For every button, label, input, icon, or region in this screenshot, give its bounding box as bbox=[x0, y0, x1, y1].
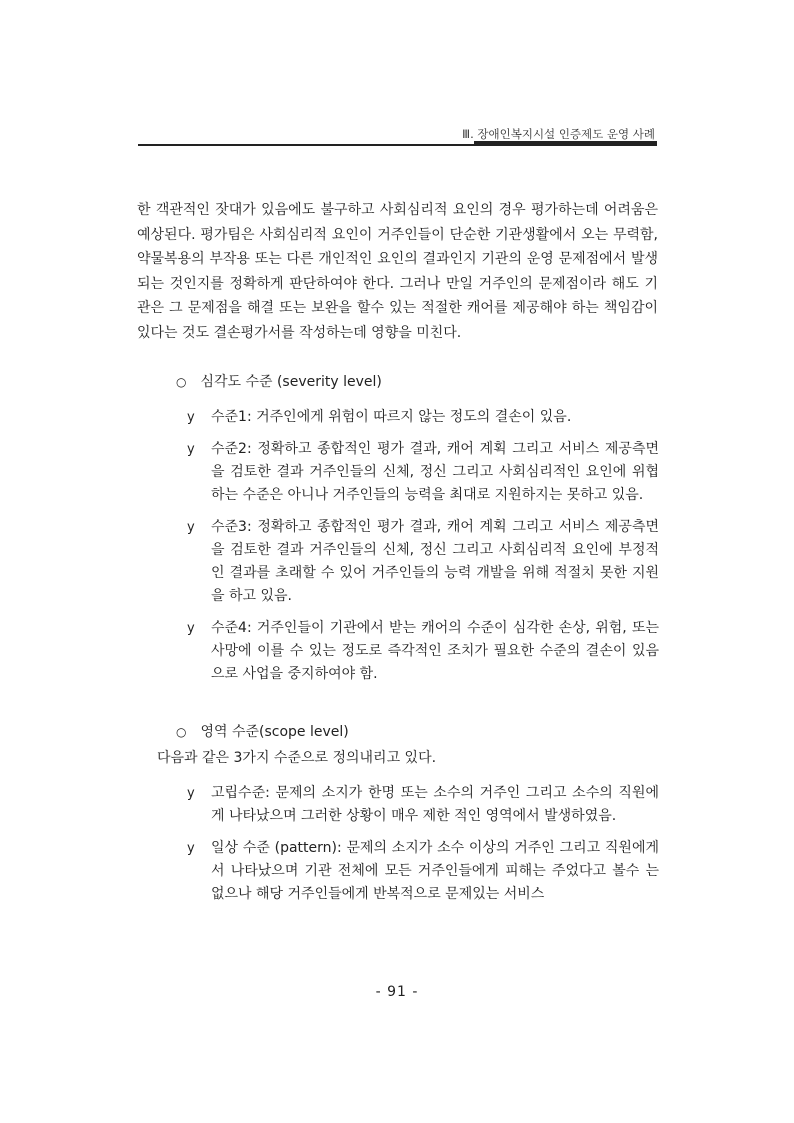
circle-bullet-icon: ○ bbox=[176, 375, 187, 389]
list-item-text: 수준2: 정확하고 종합적인 평가 결과, 캐어 계획 그리고 서비스 제공측면을 검토한 결과 거주인들의 신체, 정신 그리고 사회심리적인 요인에 위협하는 수준은 아니나 거주인들의 능력을 최대로 지원하지는 못하고 있음. bbox=[211, 441, 659, 503]
list-item-text: 고립수준: 문제의 소지가 한명 또는 소수의 거주인 그리고 소수의 직원에게 나타났으며 그러한 상황이 매우 제한 적인 영역에서 발생하였음. bbox=[211, 785, 659, 824]
list-item bbox=[187, 837, 659, 906]
bullet-icon: y bbox=[187, 621, 195, 636]
list-item-text: 수준3: 정확하고 종합적인 평가 결과, 캐어 계획 그리고 서비스 제공측면을 검토한 결과 거주인들의 신체, 정신 그리고 사회심리적 요인에 부정적인 결과를 초래할 수 있어 거주인들의 능력 개발을 위해 적절치 못한 지원을 하고 있음. bbox=[211, 519, 659, 604]
bullet-icon: y bbox=[187, 786, 195, 801]
severity-level-list bbox=[187, 406, 659, 695]
header-rule bbox=[138, 144, 657, 146]
section-heading-severity bbox=[176, 371, 382, 391]
scope-level-list bbox=[187, 782, 659, 915]
bullet-icon: y bbox=[187, 410, 195, 425]
section-intro: 다음과 같은 3가지 수준으로 정의내리고 있다. bbox=[157, 750, 437, 766]
running-header-title: Ⅲ. 장애인복지시설 인증제도 운영 사례 bbox=[462, 127, 655, 141]
section-title: 심각도 수준 (severity level) bbox=[200, 374, 382, 390]
list-item-text: 수준4: 거주인들이 기관에서 받는 캐어의 수준이 심각한 손상, 위험, 또는 사망에 이를 수 있는 정도로 즉각적인 조치가 필요한 수준의 결손이 있음으로 사업을 중지하여야 함. bbox=[211, 620, 659, 682]
circle-bullet-icon: ○ bbox=[176, 725, 187, 739]
section-title: 영역 수준(scope level) bbox=[200, 724, 349, 740]
bullet-icon: y bbox=[187, 520, 195, 535]
body-paragraph: 한 객관적인 잣대가 있음에도 불구하고 사회심리적 요인의 경우 평가하는데 어려움은 예상된다. 평가팀은 사회심리적 요인이 거주인들이 단순한 기관생활에서 오는 무력함, 약물복용의 부작용 또는 다른 개인적인 요인의 결과인지 기관의 운영 문제점에서 발생되는 것인지를 정확하게 판단하여야 한다. 그러나 만일 거주인의 문제점이라 해도 기관은 그 문제점을 해결 또는 보완을 할수 있는 적절한 캐어를 제공해야 하는 책임감이 있다는 것도 결손평가서를 작성하는데 영향을 미친다. bbox=[137, 202, 658, 341]
list-item bbox=[187, 516, 659, 608]
list-item bbox=[187, 406, 659, 429]
list-item bbox=[187, 617, 659, 686]
section-heading-scope bbox=[176, 721, 349, 741]
bullet-icon: y bbox=[187, 841, 195, 856]
list-item bbox=[187, 782, 659, 828]
bullet-icon: y bbox=[187, 442, 195, 457]
list-item-text: 일상 수준 (pattern): 문제의 소지가 소수 이상의 거주인 그리고 직원에게서 나타났으며 기관 전체에 모든 거주인들에게 피해는 주었다고 볼수 는 없으나 해당 거주인들에게 반복적으로 문제있는 서비스 bbox=[211, 840, 659, 902]
list-item bbox=[187, 438, 659, 507]
page-number: - 91 - bbox=[375, 984, 419, 1000]
list-item-text: 수준1: 거주인에게 위험이 따르지 않는 정도의 결손이 있음. bbox=[211, 409, 572, 425]
